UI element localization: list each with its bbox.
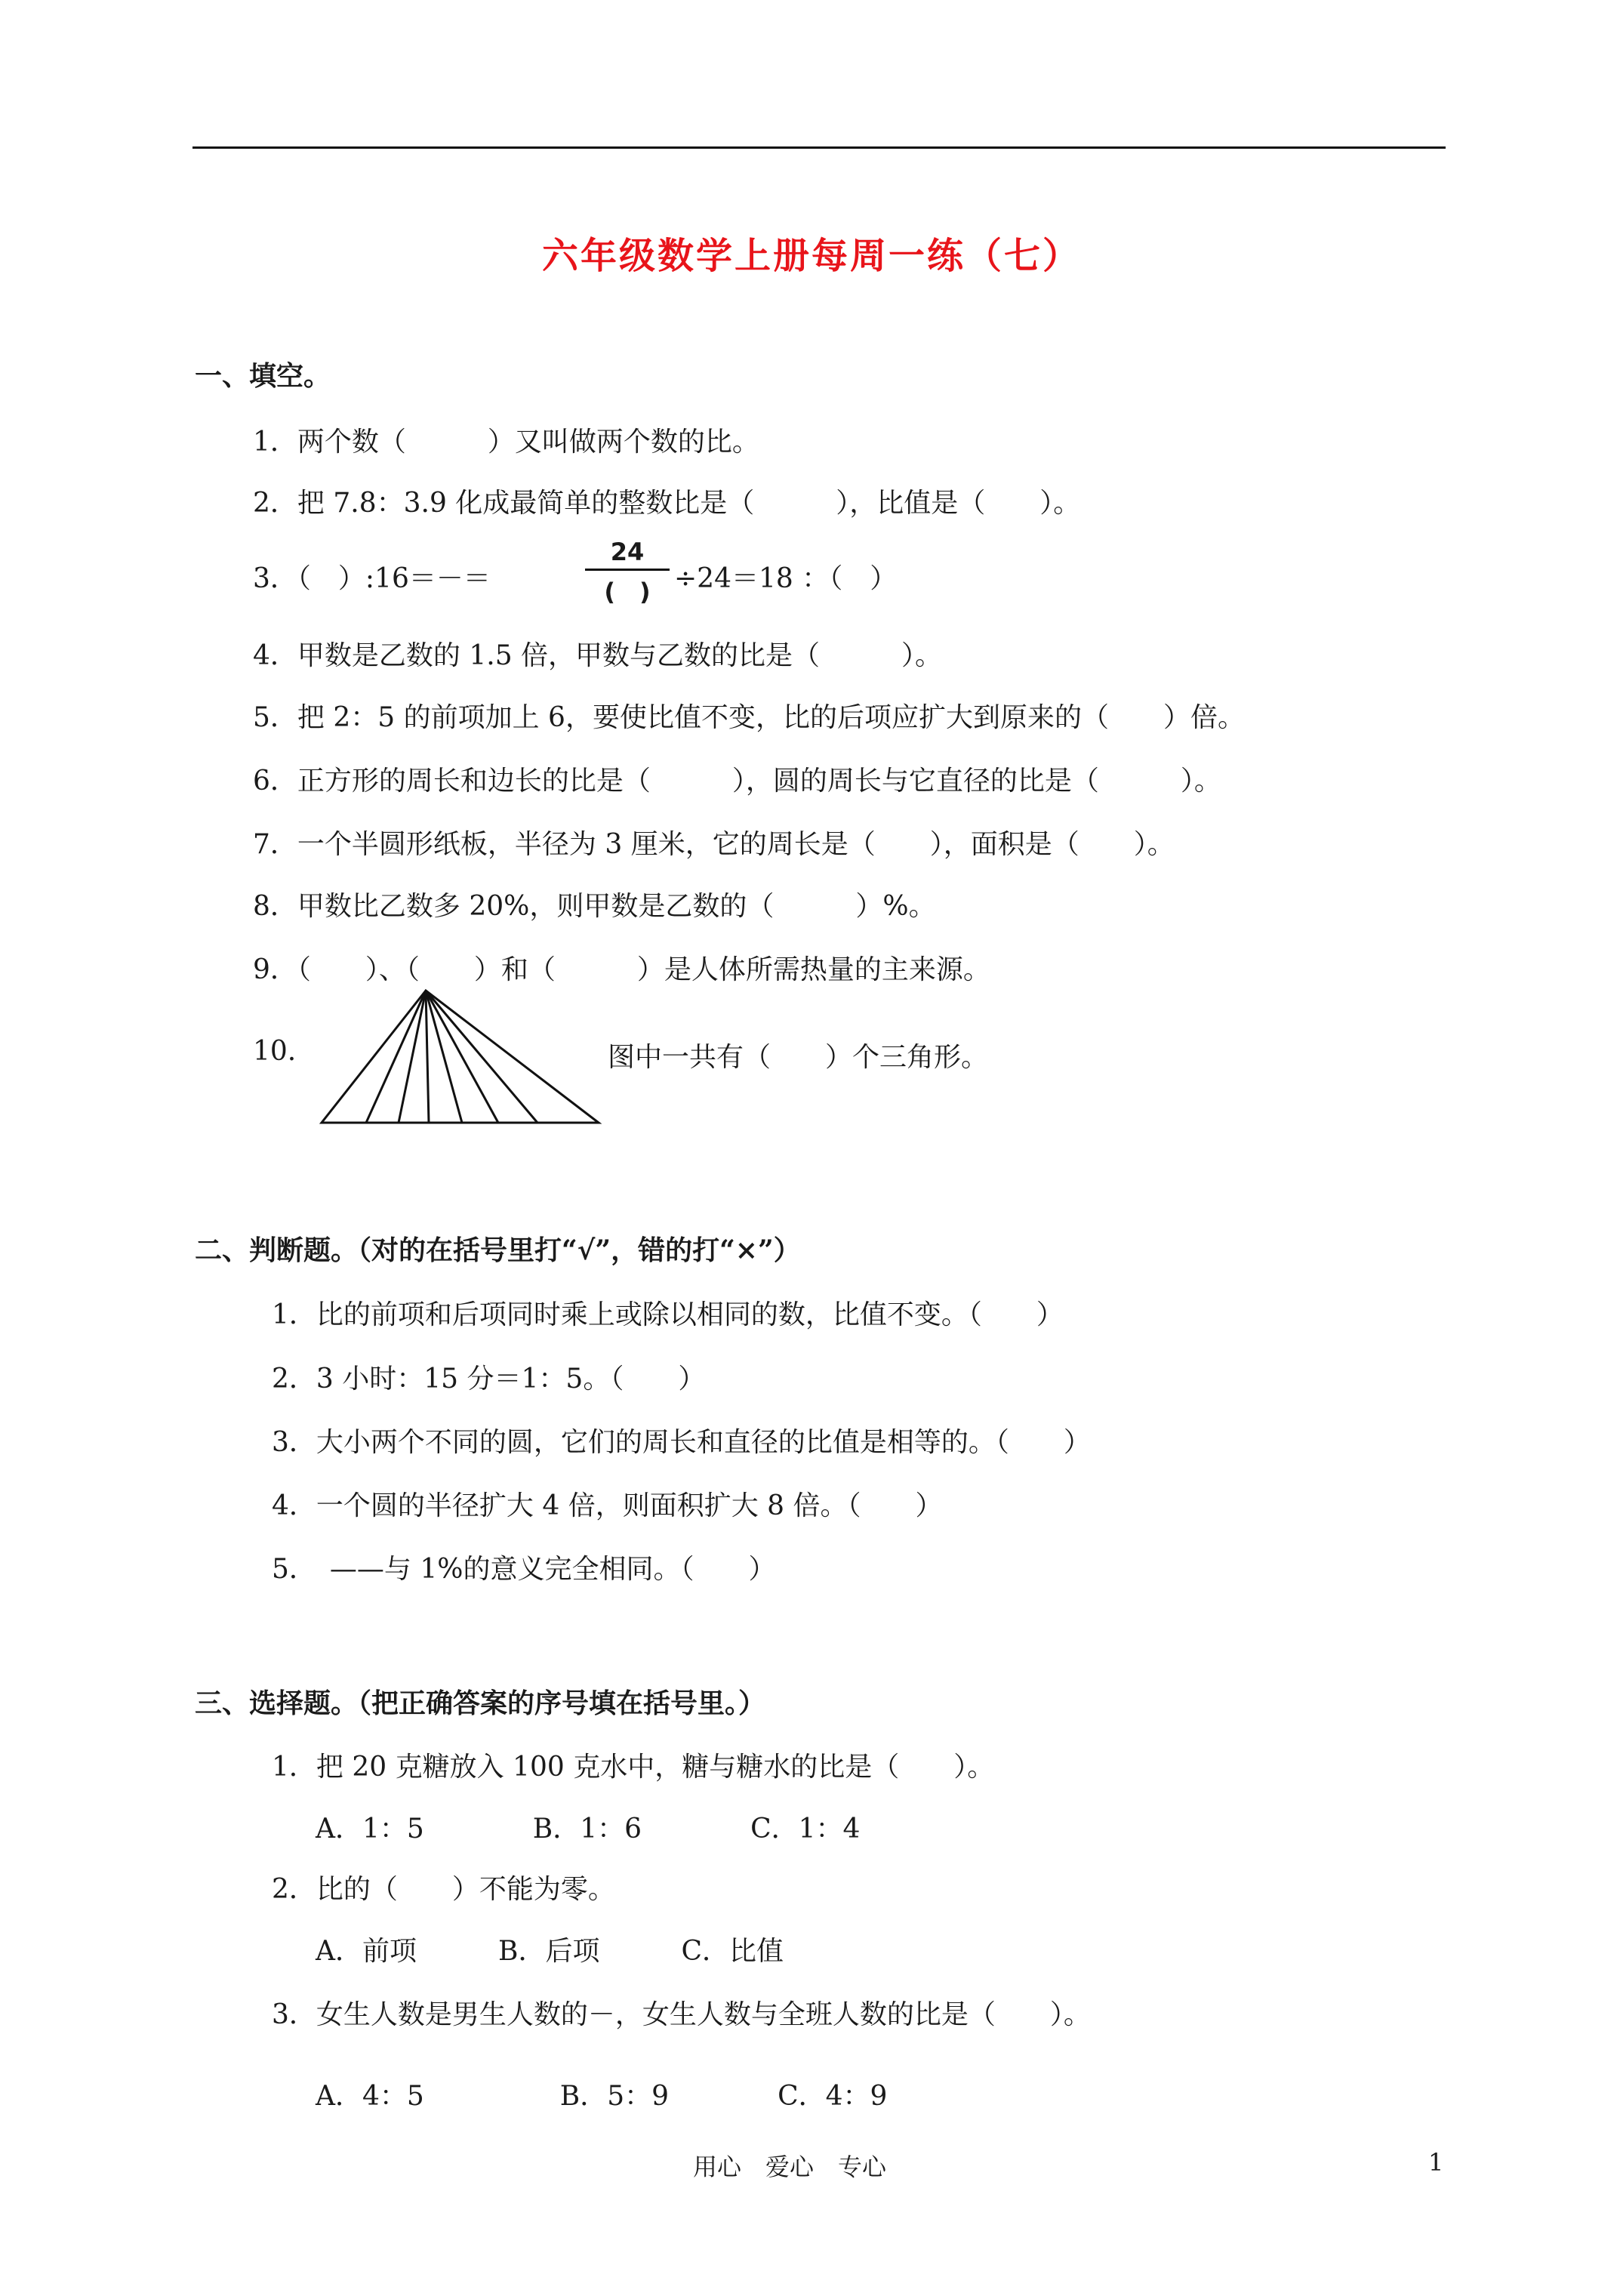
question-1-6: 6．正方形的周长和边长的比是（ ），圆的周长与它直径的比是（ ）。: [253, 766, 1221, 797]
question-1-4: 4．甲数是乙数的 1.5 倍，甲数与乙数的比是（ ）。: [253, 640, 943, 671]
question-1-10-text: 图中一共有（ ）个三角形。: [608, 1042, 989, 1073]
question-3-3: 3．女生人数是男生人数的－，女生人数与全班人数的比是（ ）。: [272, 1999, 1091, 2030]
fraction-24-over-blank: [585, 538, 670, 608]
question-1-3-right: ÷24＝18 ：（ ）: [674, 563, 898, 594]
page-title: 六年级数学上册每周一练（七）: [541, 235, 1081, 277]
question-1-8: 8．甲数比乙数多 20%，则甲数是乙数的（ ）%。: [253, 891, 936, 922]
question-2-2: 2．3 小时：15 分＝1：5。（ ）: [272, 1364, 706, 1395]
question-1-7: 7．一个半圆形纸板，半径为 3 厘米，它的周长是（ ），面积是（ ）。: [253, 829, 1175, 860]
section-judge-heading: 二、判断题。（对的在括号里打“√”，错的打“×”）: [195, 1234, 801, 1266]
question-2-1: 1．比的前项和后项同时乘上或除以相同的数，比值不变。（ ）: [272, 1299, 1064, 1330]
triangle-figure: [317, 982, 604, 1133]
triangle-inner-line: [426, 991, 537, 1123]
section-choice-heading: 三、选择题。（把正确答案的序号填在括号里。）: [195, 1687, 766, 1719]
section-fill-in-heading: 一、填空。: [195, 360, 331, 392]
fraction-bar: [585, 569, 670, 571]
outer-triangle: [322, 991, 599, 1123]
fraction-denominator: ( ): [604, 578, 651, 606]
triangle-inner-line: [426, 991, 498, 1123]
question-2-4: 4．一个圆的半径扩大 4 倍，则面积扩大 8 倍。（ ）: [272, 1490, 943, 1521]
footer-motto: 用心 爱心 专心: [693, 2153, 887, 2181]
triangle-inner-line: [426, 991, 429, 1123]
question-1-2: 2．把 7.8：3.9 化成最简单的整数比是（ ），比值是（ ）。: [253, 488, 1081, 519]
question-1-9: 9．（ ）、（ ）和（ ）是人体所需热量的主来源。: [253, 954, 990, 985]
question-2-3: 3．大小两个不同的圆，它们的周长和直径的比值是相等的。（ ）: [272, 1427, 1091, 1458]
triangle-inner-line: [399, 991, 426, 1123]
question-1-5: 5．把 2：5 的前项加上 6，要使比值不变，比的后项应扩大到原来的（ ）倍。: [253, 702, 1245, 733]
question-1-10-number: 10.: [253, 1036, 297, 1067]
question-3-3-options: A．4：5 B．5：9 C．4：9: [316, 2081, 888, 2112]
question-3-1: 1．把 20 克糖放入 100 克水中，糖与糖水的比是（ ）。: [272, 1752, 995, 1783]
fraction-numerator: 24: [610, 538, 645, 566]
question-3-1-options: A．1：5 B．1：6 C．1：4: [316, 1814, 861, 1845]
question-3-2-options: A．前项 B．后项 C．比值: [316, 1936, 784, 1967]
question-3-2: 2．比的（ ）不能为零。: [272, 1874, 615, 1905]
header-rule: [192, 146, 1446, 149]
page-number: 1: [1428, 2148, 1444, 2177]
question-1-3-left: 3．（ ）:16＝－＝: [253, 563, 491, 594]
question-2-5: 5． ——与 1%的意义完全相同。（ ）: [272, 1554, 776, 1585]
question-1-1: 1．两个数（ ）又叫做两个数的比。: [253, 427, 759, 458]
